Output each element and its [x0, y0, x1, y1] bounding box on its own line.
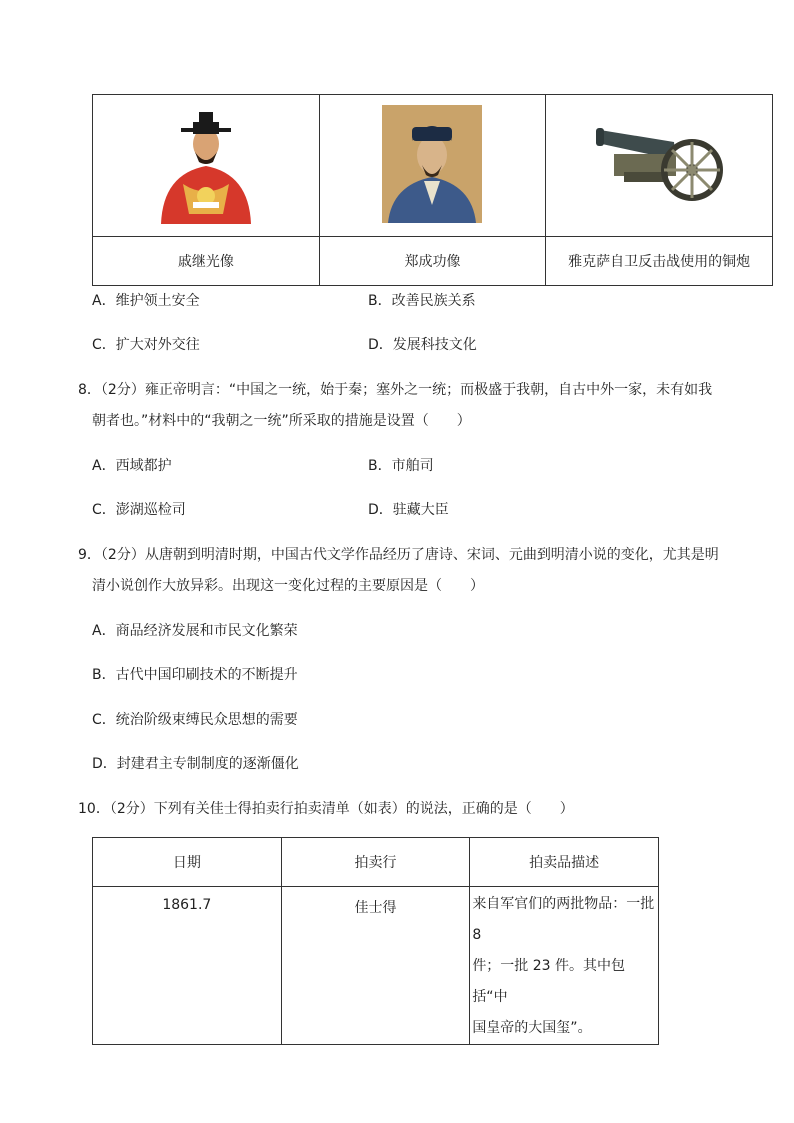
header-auction-house: 拍卖行 [281, 838, 470, 887]
q8-option-d[interactable]: D．驻藏大臣 [368, 502, 449, 518]
auction-list-table [92, 837, 659, 1045]
caption-bronze-cannon: 雅克萨自卫反击战使用的铜炮 [546, 237, 773, 286]
q7-option-a[interactable]: A．维护领土安全 [92, 293, 200, 309]
q8-option-c[interactable]: C．澎湖巡检司 [92, 502, 186, 518]
q10-stem: 10．（2分）下列有关佳士得拍卖行拍卖清单（如表）的说法，正确的是（ ） [78, 801, 574, 817]
q9-option-a[interactable]: A．商品经济发展和市民文化繁荣 [92, 623, 298, 639]
zheng-chenggong-portrait-image [382, 105, 482, 223]
q7-option-c[interactable]: C．扩大对外交往 [92, 337, 200, 353]
bronze-cannon-image [594, 114, 724, 214]
q9-option-c[interactable]: C．统治阶级束缚民众思想的需要 [92, 712, 298, 728]
description-line: 来自军官们的两批物品：一批 8 [472, 896, 655, 943]
portrait-image-table [92, 94, 773, 286]
description-line: 国皇帝的大国玺”。 [472, 1020, 592, 1036]
q9-stem-line-1: 9．（2分）从唐朝到明清时期，中国古代文学作品经历了唐诗、宋词、元曲到明清小说的变化，尤其是明 [78, 547, 719, 563]
q9-option-d[interactable]: D．封建君主专制制度的逐渐僵化 [92, 756, 299, 772]
q8-option-a[interactable]: A．西域都护 [92, 458, 172, 474]
q8-stem-line-2: 朝者也。”材料中的“我朝之一统”所采取的措施是设置（ ） [92, 413, 471, 429]
q8-option-b[interactable]: B．市舶司 [368, 458, 434, 474]
q8-stem-line-1: 8．（2分）雍正帝明言：“中国之一统，始于秦；塞外之一统；而极盛于我朝，自古中外一家，未有如我 [78, 382, 713, 398]
cell-auction-house: 佳士得 [281, 887, 470, 1045]
image-cell-qi-jiguang [93, 95, 320, 237]
image-cell-bronze-cannon [546, 95, 773, 237]
qi-jiguang-portrait-image [153, 104, 259, 224]
caption-zheng-chenggong: 郑成功像 [319, 237, 546, 286]
q9-stem-line-2: 清小说创作大放异彩。出现这一变化过程的主要原因是（ ） [92, 578, 484, 594]
description-line: 件；一批 23 件。其中包括“中 [472, 958, 626, 1005]
cell-date: 1861.7 [93, 887, 282, 1045]
image-cell-zheng-chenggong [319, 95, 546, 237]
cell-item-description [470, 887, 659, 1045]
q7-option-d[interactable]: D．发展科技文化 [368, 337, 477, 353]
q7-option-b[interactable]: B．改善民族关系 [368, 293, 476, 309]
header-item-description: 拍卖品描述 [470, 838, 659, 887]
q9-option-b[interactable]: B．古代中国印刷技术的不断提升 [92, 667, 298, 683]
caption-qi-jiguang: 戚继光像 [93, 237, 320, 286]
header-date: 日期 [93, 838, 282, 887]
